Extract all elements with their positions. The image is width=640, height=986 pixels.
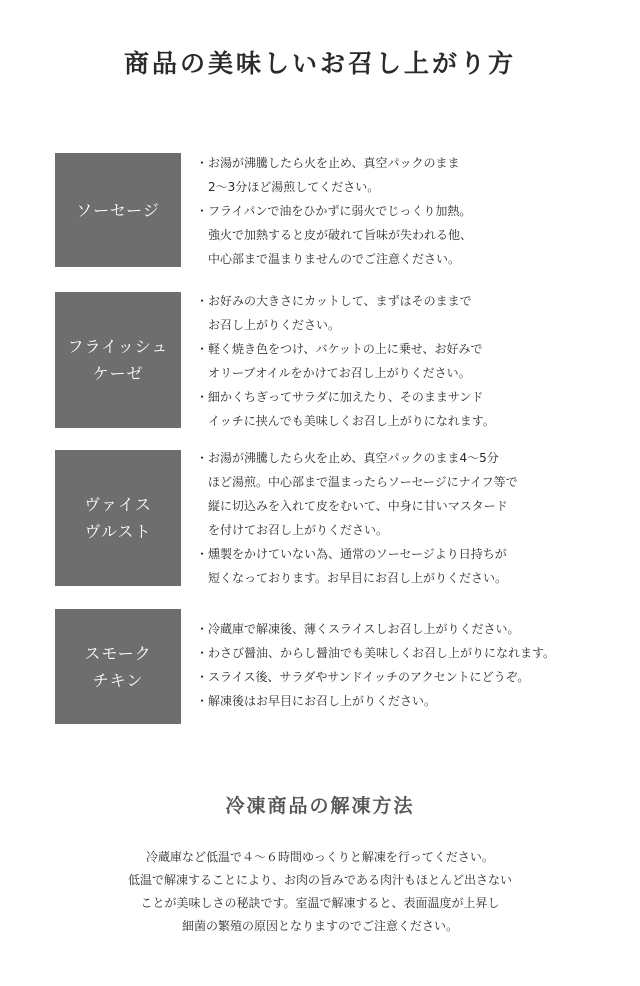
instruction-line: 強火で加熱すると皮が破れて旨味が失われる他、 xyxy=(196,228,473,242)
product-row-smoked-chicken xyxy=(55,609,615,724)
thaw-line: ことが美味しさの秘訣です。室温で解凍すると、表面温度が上昇し xyxy=(140,896,500,910)
instruction-line: ・解凍後はお早目にお召し上がりください。 xyxy=(196,694,437,708)
product-instructions xyxy=(196,292,616,428)
instruction-line: ・燻製をかけていない為、通常のソーセージより日持ちが xyxy=(196,547,507,561)
product-instructions xyxy=(196,450,616,586)
product-row-weisswurst xyxy=(55,450,615,586)
instruction-line: ほど湯煎。中心部まで温まったらソーセージにナイフ等で xyxy=(196,475,518,489)
instruction-line: ・軽く焼き色をつけ、バケットの上に乗せ、お好みで xyxy=(196,342,483,356)
product-name: スモーク xyxy=(84,643,152,663)
product-label-weisswurst xyxy=(55,450,181,586)
thaw-line: 細菌の繁殖の原因となりますのでご注意ください。 xyxy=(181,919,458,933)
product-instructions xyxy=(196,609,616,724)
product-instructions xyxy=(196,153,616,267)
product-name: チキン xyxy=(92,670,144,690)
page-title: 商品の美味しいお召し上がり方 xyxy=(123,49,516,78)
product-name: フライッシュ xyxy=(67,337,169,356)
product-name: ケーゼ xyxy=(92,364,144,383)
instruction-line: イッチに挟んでも美味しくお召し上がりになれます。 xyxy=(196,414,495,428)
product-label-fleischkase xyxy=(55,292,181,428)
instruction-line: 短くなっております。お早目にお召し上がりください。 xyxy=(196,571,508,585)
instruction-line: ・細かくちぎってサラダに加えたり、そのままサンド xyxy=(196,390,484,404)
instruction-line: ・わさび醤油、からし醤油でも美味しくお召し上がりになれます。 xyxy=(196,646,556,660)
instruction-line: お召し上がりください。 xyxy=(196,318,341,332)
product-label-sausage xyxy=(55,153,181,267)
instruction-line: 縦に切込みを入れて皮をむいて、中身に甘いマスタード xyxy=(196,499,508,513)
product-row-fleischkase xyxy=(55,292,615,428)
instruction-line: を付けてお召し上がりください。 xyxy=(196,523,389,537)
instruction-line: ・お好みの大きさにカットして、まずはそのままで xyxy=(196,294,472,308)
thaw-line: 冷蔵庫など低温で４〜６時間ゆっくりと解凍を行ってください。 xyxy=(146,850,494,864)
instruction-line: ・フライパンで油をひかずに弱火でじっくり加熱。 xyxy=(196,204,472,218)
product-row-sausage xyxy=(55,153,615,267)
instruction-line: ・お湯が沸騰したら火を止め、真空パックのまま xyxy=(196,156,460,170)
thaw-instructions xyxy=(0,846,640,938)
instruction-line: ・お湯が沸騰したら火を止め、真空パックのまま4〜5分 xyxy=(196,451,499,465)
instruction-line: 中心部まで温まりませんのでご注意ください。 xyxy=(196,252,461,266)
product-label-smoked-chicken xyxy=(55,609,181,724)
product-name: ソーセージ xyxy=(76,200,160,220)
instruction-line: ・スライス後、サラダやサンドイッチのアクセントにどうぞ。 xyxy=(196,670,530,684)
product-name: ヴァイス xyxy=(84,495,152,514)
thaw-line: 低温で解凍することにより、お肉の旨みである肉汁もほとんど出さない xyxy=(127,873,512,887)
instruction-line: 2〜3分ほど湯煎してください。 xyxy=(196,180,380,194)
product-name: ヴルスト xyxy=(84,522,152,541)
instruction-line: ・冷蔵庫で解凍後、薄くスライスしお召し上がりください。 xyxy=(196,622,520,636)
instruction-line: オリーブオイルをかけてお召し上がりください。 xyxy=(196,366,471,380)
thaw-section-title: 冷凍商品の解凍方法 xyxy=(225,795,415,817)
